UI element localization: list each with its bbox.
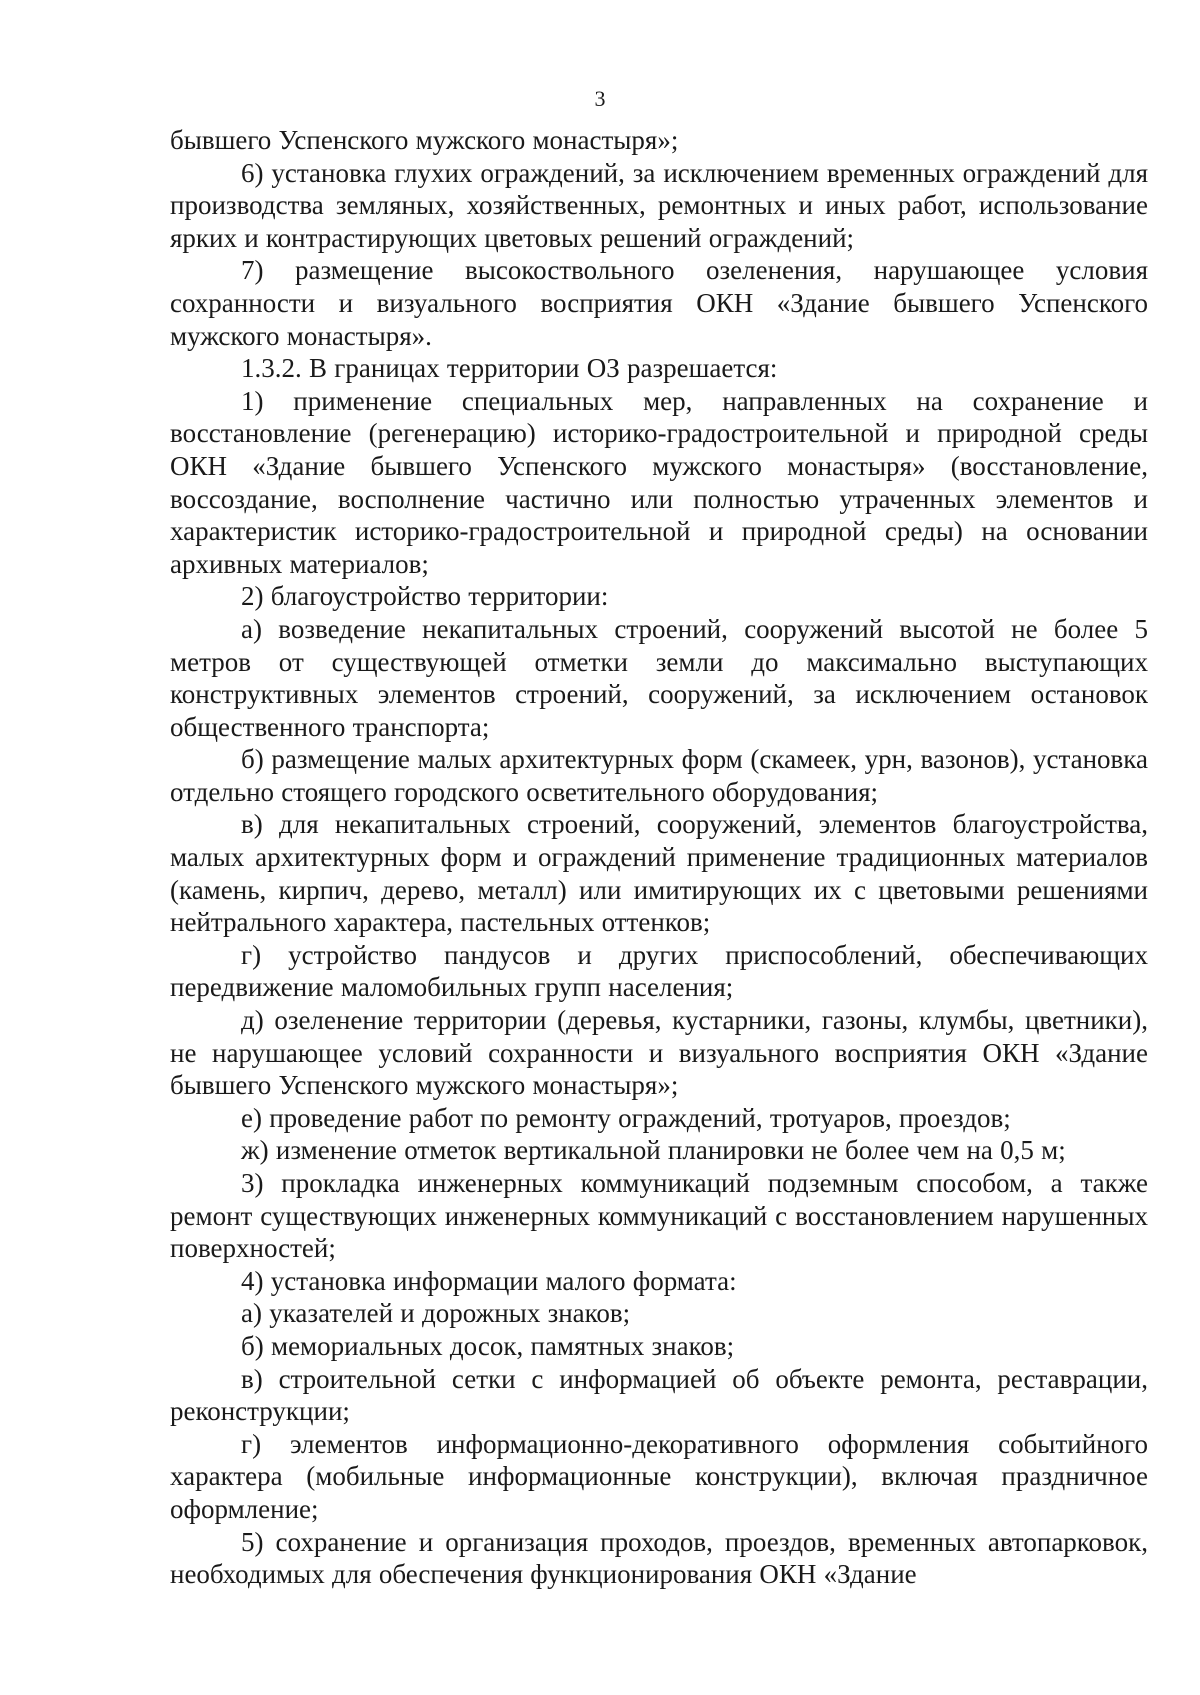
paragraph: 3) прокладка инженерных коммуникаций подземным способом, а также ремонт существующих инженерных коммуникаций с восстановлением нарушенных поверхностей;	[170, 1168, 1148, 1264]
paragraph: б) мемориальных досок, памятных знаков;	[241, 1330, 735, 1361]
paragraph: б) размещение малых архитектурных форм (скамеек, урн, вазонов), установка отдельно стоящего городского осветительного оборудования;	[170, 744, 1148, 807]
paragraph: бывшего Успенского мужского монастыря»;	[170, 125, 679, 155]
paragraph: 4) установка информации малого формата:	[241, 1265, 737, 1296]
document-body	[170, 124, 1148, 1591]
paragraph: е) проведение работ по ремонту ограждений, тротуаров, проездов;	[241, 1102, 1011, 1133]
paragraph: г) элементов информационно-декоративного оформления событийного характера (мобильные информационные конструкции), включая праздничное оформление;	[170, 1428, 1148, 1524]
paragraph: ж) изменение отметок вертикальной планировки не более чем на 0,5 м;	[241, 1135, 1066, 1166]
paragraph: 6) установка глухих ограждений, за исключением временных ограждений для производства земляных, хозяйственных, ремонтных и иных работ, использование ярких и контрастирующих цветовых решений ограждений;	[170, 157, 1148, 253]
paragraph: д) озеленение территории (деревья, кустарники, газоны, клумбы, цветники), не нарушающее условий сохранности и визуального восприятия ОКН «Здание бывшего Успенского мужского монастыря»;	[170, 1005, 1148, 1101]
paragraph: 1.3.2. В границах территории ОЗ разрешается:	[241, 353, 778, 384]
paragraph: а) указателей и дорожных знаков;	[241, 1298, 631, 1329]
paragraph: 5) сохранение и организация проходов, проездов, временных автопарковок, необходимых для обеспечения функционирования ОКН «Здание	[170, 1526, 1148, 1590]
paragraph: в) для некапитальных строений, сооружений, элементов благоустройства, малых архитектурных форм и ограждений применение традиционных материалов (камень, кирпич, дерево, металл) или имитирующих их с цветовыми решениями нейтрального характера, пастельных оттенков;	[170, 809, 1148, 938]
paragraph: 7) размещение высокоствольного озеленения, нарушающее условия сохранности и визуального восприятия ОКН «Здание бывшего Успенского мужского монастыря».	[170, 255, 1148, 351]
paragraph: а) возведение некапитальных строений, сооружений высотой не более 5 метров от существующей отметки земли до максимально выступающих конструктивных элементов строений, сооружений, за исключением остановок общественного транспорта;	[170, 613, 1148, 742]
paragraph: в) строительной сетки с информацией об объекте ремонта, реставрации, реконструкции;	[170, 1363, 1148, 1427]
paragraph: 1) применение специальных мер, направленных на сохранение и восстановление (регенерацию) историко-градостроительной и природной среды ОКН «Здание бывшего Успенского мужского монастыря» (восстановление, воссоздание, восполнение частично или полностью утраченных элементов и характеристик историко-градостроительной и природной среды) на основании архивных материалов;	[170, 385, 1148, 579]
paragraph: г) устройство пандусов и других приспособлений, обеспечивающих передвижение маломобильных групп населения;	[170, 939, 1148, 1003]
paragraph: 2) благоустройство территории:	[241, 581, 609, 612]
page-number: 3	[594, 86, 606, 111]
